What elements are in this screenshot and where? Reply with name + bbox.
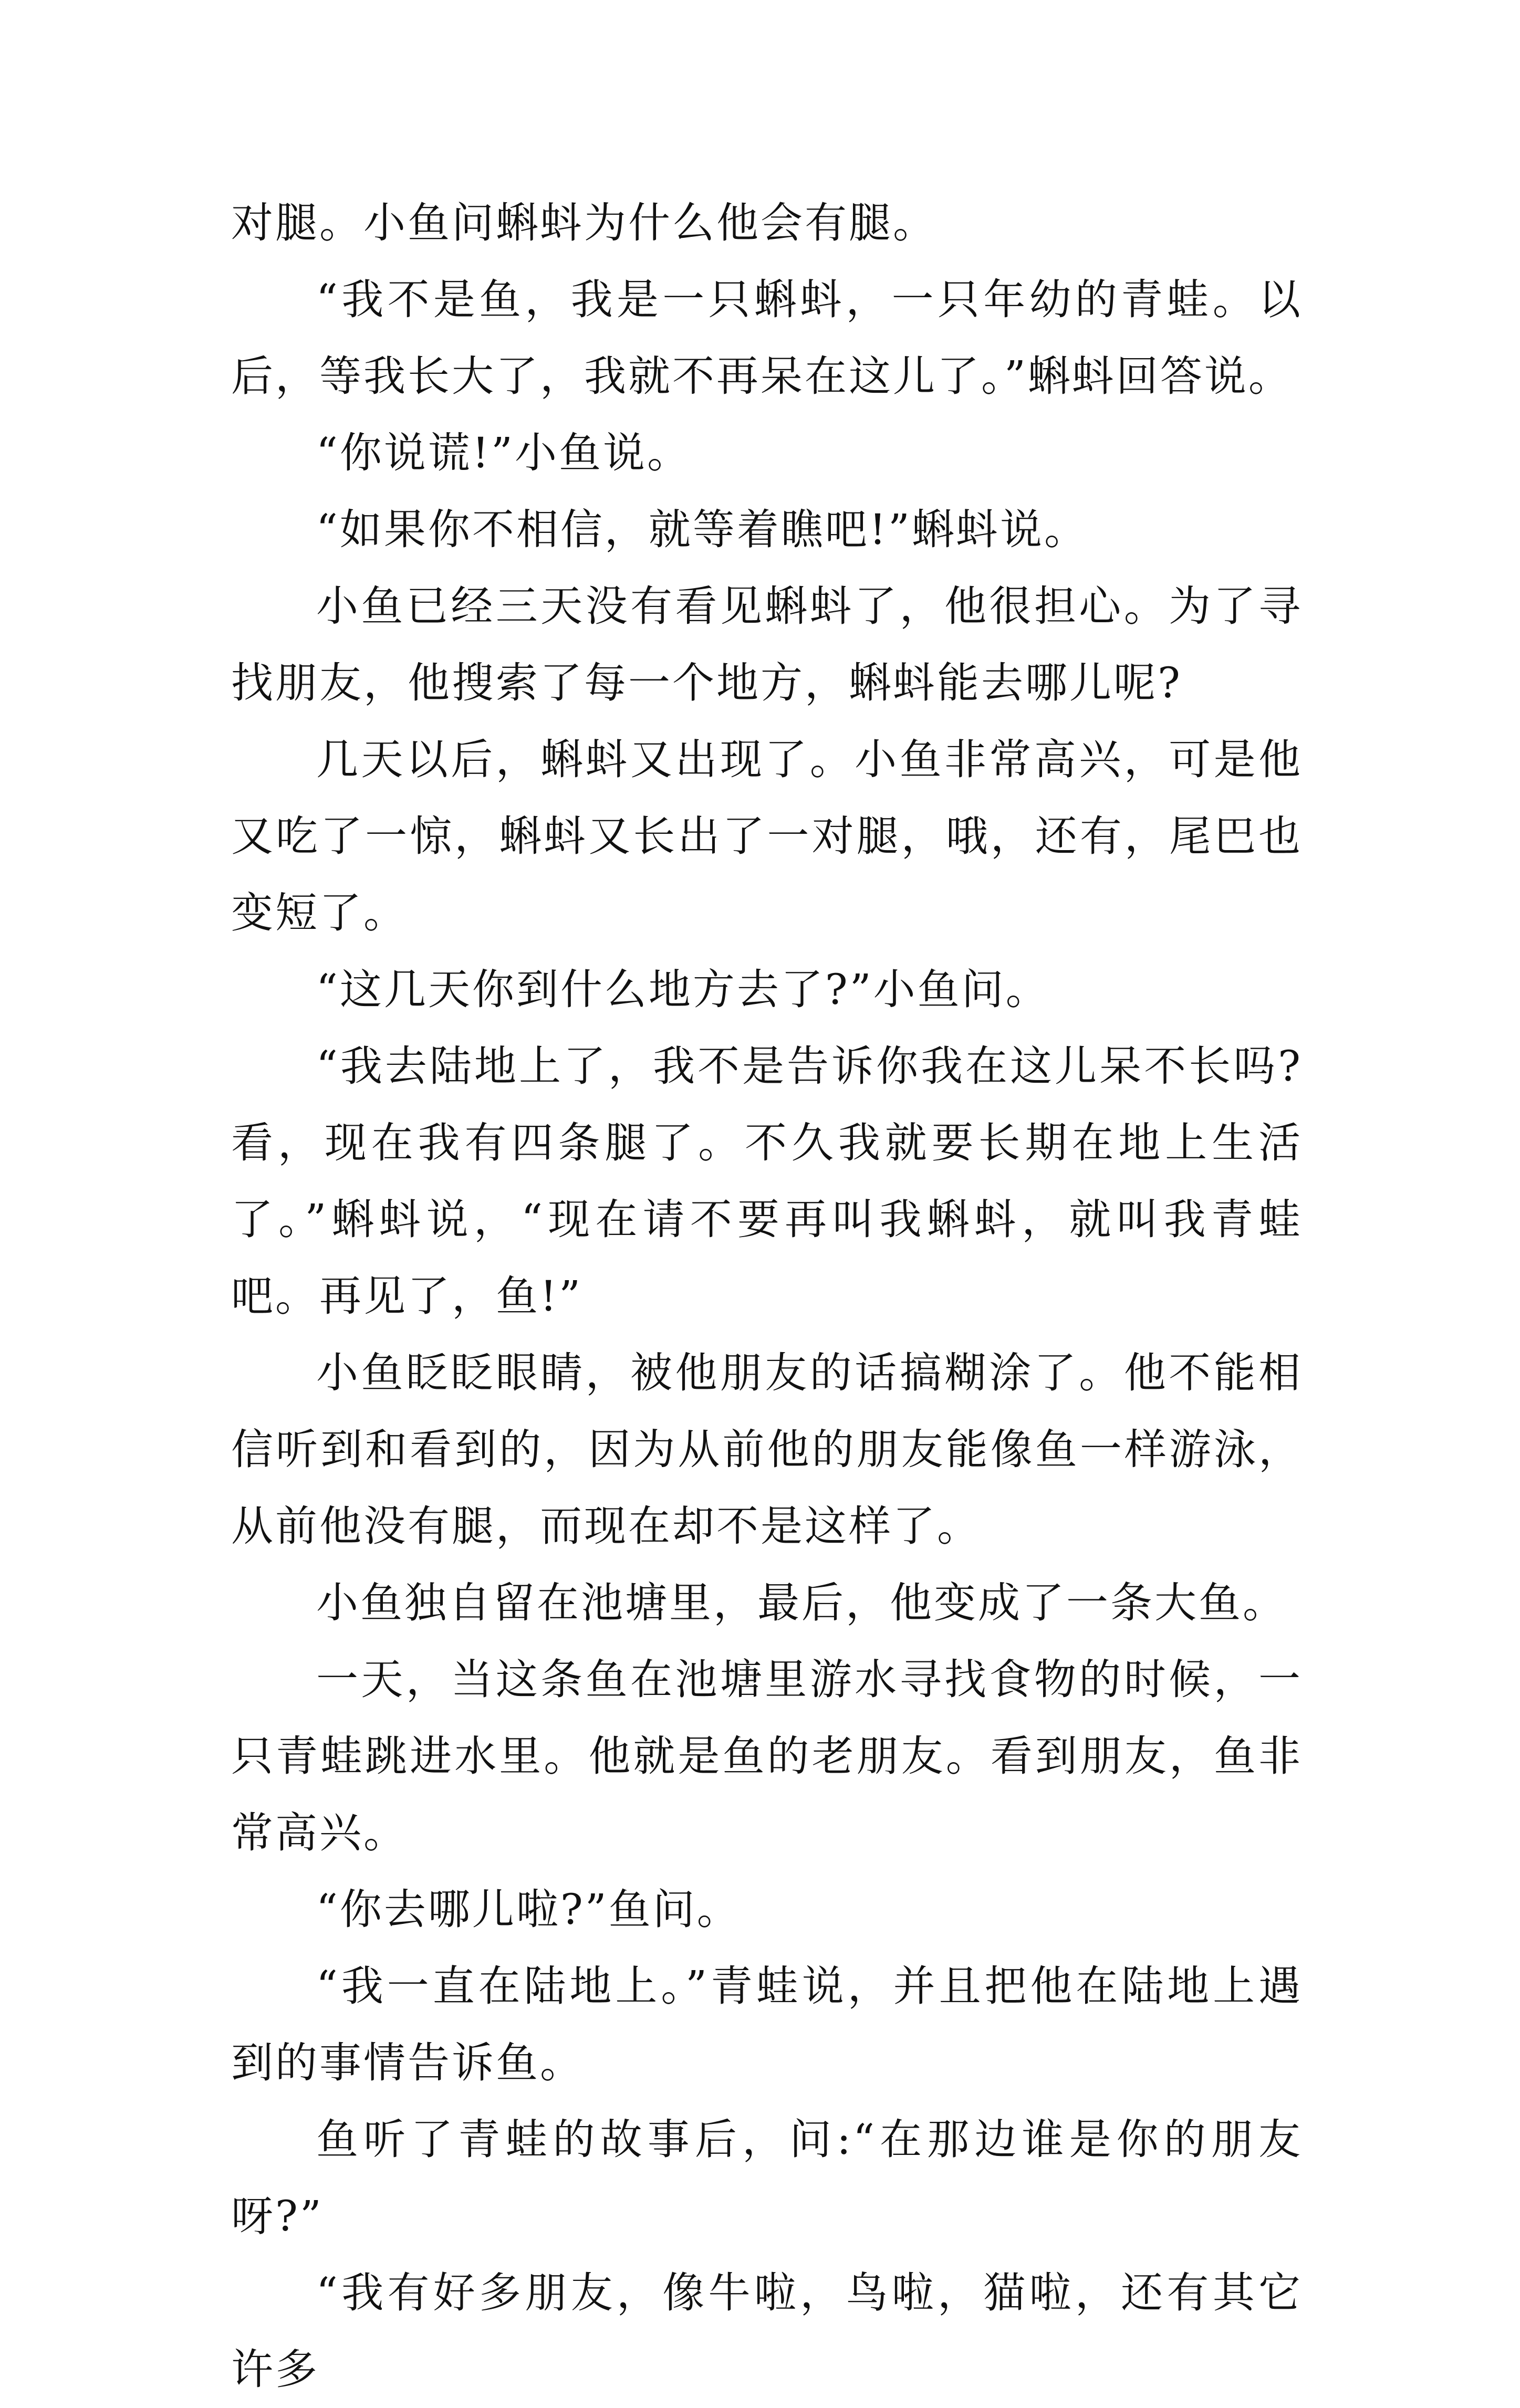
paragraph: 几天以后，蝌蚪又出现了。小鱼非常高兴，可是他又吃了一惊，蝌蚪又长出了一对腿，哦，还有，尾巴也变短了。 bbox=[231, 735, 1303, 937]
paragraph: 小鱼独自留在池塘里，最后，他变成了一条大鱼。 bbox=[316, 1578, 1287, 1627]
paragraph: “我不是鱼，我是一只蝌蚪，一只年幼的青蛙。以后，等我长大了，我就不再呆在这儿了。”蝌蚪回答说。 bbox=[231, 275, 1303, 401]
paragraph: 对腿。小鱼问蝌蚪为什么他会有腿。 bbox=[231, 198, 937, 247]
paragraph: 小鱼已经三天没有看见蝌蚪了，他很担心。为了寻找朋友，他搜索了每一个地方，蝌蚪能去哪儿呢? bbox=[231, 582, 1303, 707]
paragraph: 小鱼眨眨眼睛，被他朋友的话搞糊涂了。他不能相信听到和看到的，因为从前他的朋友能像鱼一样游泳，从前他没有腿，而现在却不是这样了。 bbox=[231, 1348, 1303, 1551]
paragraph: “这几天你到什么地方去了?”小鱼问。 bbox=[316, 965, 1050, 1014]
paragraph: 一天，当这条鱼在池塘里游水寻找食物的时候，一只青蛙跳进水里。他就是鱼的老朋友。看到朋友，鱼非常高兴。 bbox=[231, 1655, 1303, 1857]
paragraph: “我一直在陆地上。”青蛙说，并且把他在陆地上遇到的事情告诉鱼。 bbox=[231, 1962, 1303, 2087]
paragraph: “我有好多朋友，像牛啦，鸟啦，猫啦，还有其它许多 bbox=[231, 2268, 1303, 2394]
paragraph: “你去哪儿啦?”鱼问。 bbox=[316, 1885, 741, 1934]
paragraph: “我去陆地上了，我不是告诉你我在这儿呆不长吗?看，现在我有四条腿了。不久我就要长期在地上生活了。”蝌蚪说，“现在请不要再叫我蝌蚪，就叫我青蛙吧。再见了，鱼!” bbox=[231, 1042, 1303, 1321]
story-text bbox=[231, 185, 1303, 2408]
paragraph: “如果你不相信，就等着瞧吧!”蝌蚪说。 bbox=[316, 505, 1088, 554]
paragraph: “你说谎!”小鱼说。 bbox=[316, 428, 691, 477]
paragraph: 鱼听了青蛙的故事后，问:“在那边谁是你的朋友呀?” bbox=[231, 2115, 1303, 2241]
